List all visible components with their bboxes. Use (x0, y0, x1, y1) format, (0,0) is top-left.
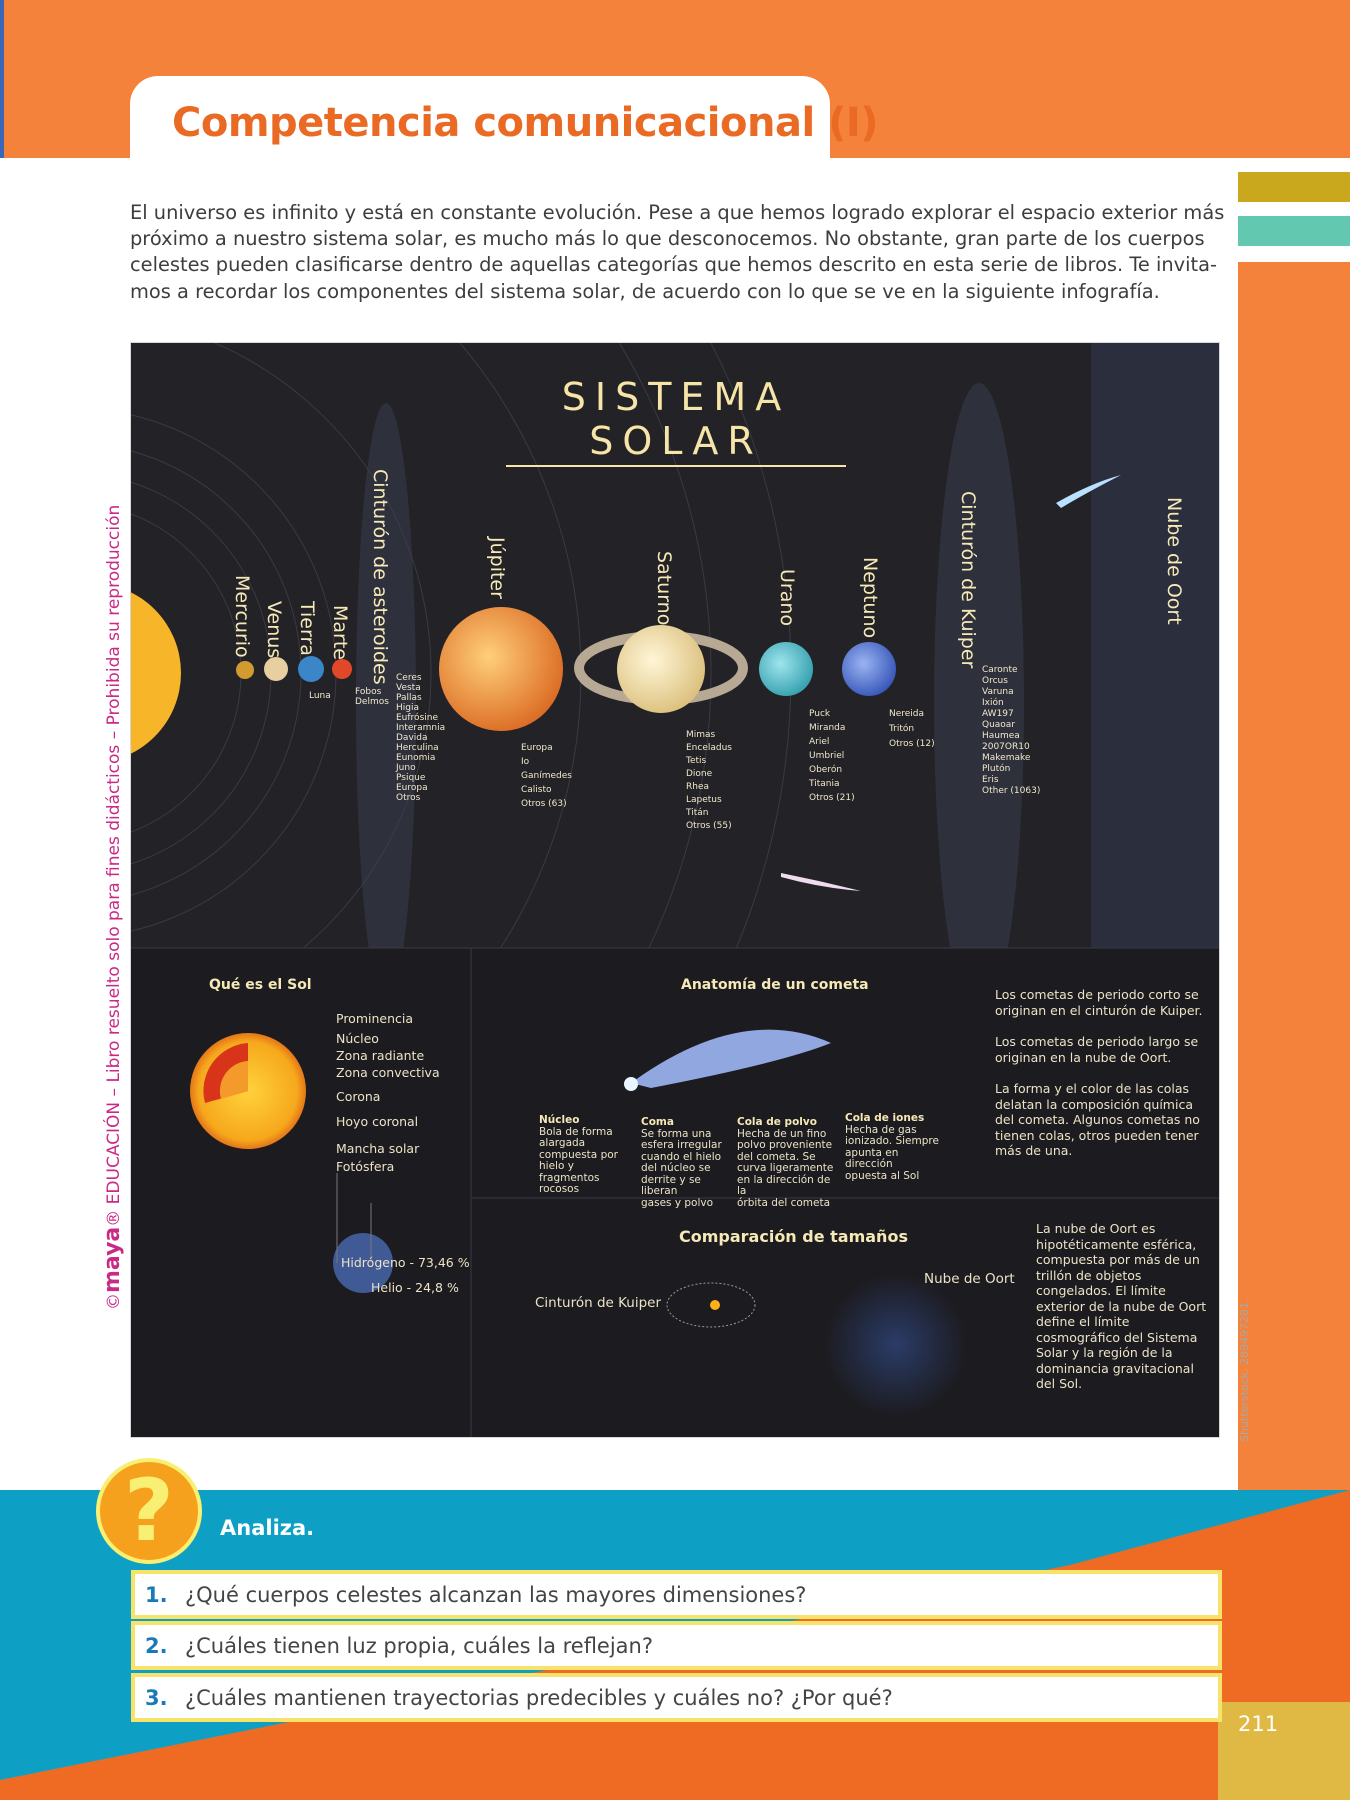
moon-list-jupiter: Europa Io Ganímedes Calisto Otros (63) (521, 743, 572, 809)
comet-notes: Los cometas de periodo corto se originan en el cinturón de Kuiper. Los cometas de periodo largo se originan en la nube de Oort. La forma y el color de las colas delatan la composición química del cometa. Algunos cometas no tienen colas, otros pueden tener más de una. (995, 987, 1203, 1158)
side-tab-gold (1238, 172, 1350, 202)
copyright-text: EDUCACIÓN – Libro resuelto solo para fines didácticos – Prohibida su reproducción (104, 504, 124, 1205)
saturno-planet (617, 625, 705, 713)
question-3 (131, 1673, 1222, 1722)
page-title: Competencia comunicacional (I) (172, 100, 879, 146)
solar-system-infographic: SISTEMA SOLAR Mercurio Venus Tierra Marte Cinturón de asteroides Júpiter Saturno Urano Neptuno Cinturón de Kuiper Nube de Oort Luna Fobos Delmos Ceres Vesta Pallas Higia Eufrósine Interamnia Davida Herculina Eunomia Juno Psique Europa Otros Europa Io Ganímedes Calisto Otros (63) Mimas Enceladus Tetis Dione Rhea Lapetus Titán Otros (55) Puck Miranda Ariel Umbriel Oberón Titania Otros (21) Nereida Tritón Otros (12) Caronte Orcus Varuna Ixión AW197 Quaoar Haumea 2007OR10 Makemake Plutón Eris Other (1063) Qué es el Sol Prominencia Núcleo Zona radiante Zona convectiva Corona Hoyo coronal Mancha solar Fotósfera Hidrógeno - 73,46 % Helio - 24,8 % Anatomía de un cometa Núcleo Bola de forma alargada compuesta por hielo y fragmentos rocosos Coma Se forma una esfera irregular cuando el hielo del núcleo se derrite y se liberan gases y polvo Cola de polvo Hecha de un fino polvo proveniente del cometa. Se curva ligeramente en la dirección de la órbita del cometa Cola de iones Hecha de gas ionizado. Siempre apunta en dirección opuesta al Sol Los cometas de periodo corto se originan en el cinturón de Kuiper. Los cometas de periodo largo se originan en la nube de Oort. La forma y el color de las colas delatan la composición química del cometa. Algunos cometas no tienen colas, otros pueden tener más de una. Comparación de tamaños Cinturón de Kuiper Nube de Oort La nube de Oort es hipotéticamente esférica, compuesta por más de un trillón de objetos congelados. El límite exterior de la nube de Oort define el límite cosmográfico del Sistema Solar y la región de la dominancia gravitacional del Sol. (130, 342, 1220, 1438)
moon-list-urano: Puck Miranda Ariel Umbriel Oberón Titania Otros (21) (809, 709, 855, 803)
header-edge (0, 0, 4, 158)
intro-paragraph (130, 200, 1225, 305)
label-kuiper: Cinturón de Kuiper (957, 491, 979, 669)
copyright-credit: ©maya® EDUCACIÓN – Libro resuelto solo para fines didácticos – Prohibida su reproducción (100, 504, 125, 1310)
question-number: 3. (145, 1685, 168, 1710)
helium-label: Helio - 24,8 % (371, 1280, 459, 1295)
page-number: 211 (1238, 1712, 1279, 1736)
stock-credit: Shutterstock, 289497281. (1238, 1298, 1251, 1442)
question-1 (131, 1570, 1222, 1619)
oort-note: La nube de Oort es hipotéticamente esférica, compuesta por más de un trillón de objetos congelados. El límite exterior de la nube de Oort define el límite cosmográfico del Sistema Solar y la región de la dominancia gravitacional del Sol. (1036, 1221, 1207, 1391)
question-text: ¿Cuáles tienen luz propia, cuáles la reflejan? (185, 1633, 654, 1658)
label-urano: Urano (776, 569, 798, 627)
question-number: 2. (145, 1633, 168, 1658)
mercurio-planet (236, 661, 254, 679)
label-neptuno: Neptuno (859, 557, 881, 639)
label-marte: Marte (329, 605, 351, 660)
comet-ion-tail: Cola de iones Hecha de gas ionizado. Siempre apunta en dirección opuesta al Sol (845, 1112, 939, 1182)
question-2 (131, 1621, 1222, 1670)
neptuno-planet (842, 642, 896, 696)
brand-logo: maya (100, 1226, 125, 1293)
label-saturno: Saturno (653, 551, 675, 626)
moon-list-neptuno: Nereida Tritón Otros (12) (889, 709, 935, 749)
comet-coma: Coma Se forma una esfera irregular cuando el hielo del núcleo se derrite y se liberan gases y polvo (641, 1116, 722, 1209)
question-text: ¿Qué cuerpos celestes alcanzan las mayores dimensiones? (185, 1582, 807, 1607)
question-text: ¿Cuáles mantienen trayectorias predecibles y cuáles no? ¿Por qué? (185, 1685, 893, 1710)
comet-nucleus: Núcleo Bola de forma alargada compuesta por hielo y fragmentos rocosos (539, 1114, 618, 1195)
label-jupiter: Júpiter (486, 537, 508, 599)
intro-line: El universo es infinito y está en constante evolución. Pese a que hemos logrado explorar el espacio exterior más (130, 201, 1225, 224)
intro-line: próximo a nuestro sistema solar, es mucho más lo que desconocemos. No obstante, gran parte de los cuerpos (130, 227, 1205, 251)
marte-planet (332, 659, 352, 679)
label-tierra: Tierra (296, 601, 318, 656)
side-tab-teal (1238, 216, 1350, 246)
label-venus: Venus (263, 601, 285, 659)
moon-list-saturno: Mimas Enceladus Tetis Dione Rhea Lapetus Titán Otros (55) (686, 730, 732, 831)
moon-luna: Luna (309, 691, 331, 701)
size-panel-title: Comparación de tamaños (679, 1227, 908, 1246)
oort-size-label: Nube de Oort (924, 1271, 1015, 1287)
label-mercurio: Mercurio (231, 575, 253, 658)
moon-list-kuiper: Caronte Orcus Varuna Ixión AW197 Quaoar Haumea 2007OR10 Makemake Plutón Eris Other (1063) (982, 665, 1041, 796)
intro-line: mos a recordar los componentes del sistema solar, de acuerdo con lo que se ve en la siguiente infografía. (130, 279, 1160, 303)
right-column (1238, 262, 1350, 1702)
hydrogen-label: Hidrógeno - 73,46 % (341, 1255, 470, 1270)
comet-dust-tail: Cola de polvo Hecha de un fino polvo proveniente del cometa. Se curva ligeramente en la dirección de la órbita del cometa (737, 1116, 834, 1209)
intro-line: celestes pueden clasificarse dentro de aquellas categorías que hemos descrito en esta serie de libros. Te invita- (130, 253, 1218, 277)
moon-list-marte: Fobos Delmos (355, 687, 389, 707)
venus-planet (264, 657, 288, 681)
urano-planet (759, 642, 813, 696)
jupiter-planet (439, 607, 563, 731)
kuiper-size-label: Cinturón de Kuiper (535, 1295, 662, 1311)
analiza-heading: Analiza. (220, 1516, 315, 1540)
sun-panel-title: Qué es el Sol (209, 977, 312, 993)
comet-panel-title: Anatomía de un cometa (681, 977, 869, 993)
label-oort: Nube de Oort (1163, 497, 1185, 625)
question-mark-icon: ? (96, 1458, 202, 1564)
label-asteroides: Cinturón de asteroides (369, 469, 391, 685)
tierra-planet (298, 656, 324, 682)
question-number: 1. (145, 1582, 168, 1607)
oort-sphere (824, 1273, 968, 1417)
moon-list-asteroides: Ceres Vesta Pallas Higia Eufrósine Interamnia Davida Herculina Eunomia Juno Psique Europa Otros (396, 673, 446, 803)
infographic-title: SISTEMA SOLAR (506, 375, 846, 467)
